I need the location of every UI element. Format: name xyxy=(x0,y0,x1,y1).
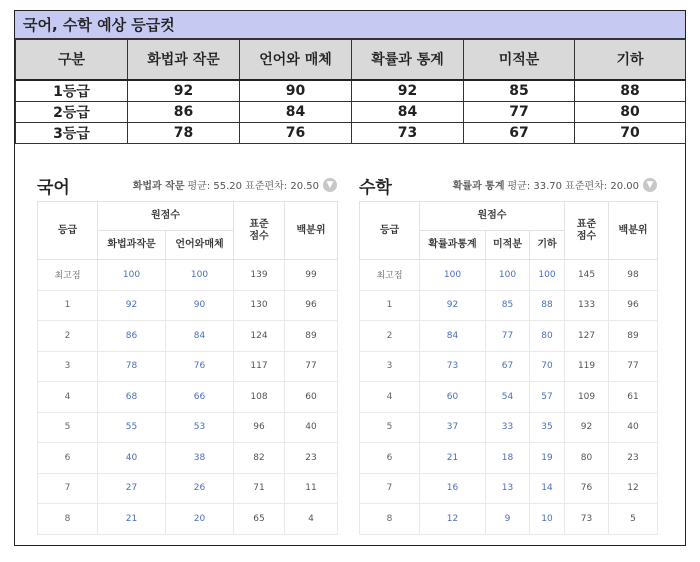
table-cell: 92 xyxy=(128,80,240,102)
std-score-header xyxy=(234,202,285,260)
table-cell: 139 xyxy=(234,260,285,291)
grade-cut-frame xyxy=(14,10,686,546)
raw-score-cell: 40 xyxy=(98,443,166,474)
grade-header-row xyxy=(360,202,658,231)
grade-header: 등급 xyxy=(360,202,420,260)
korean-panel xyxy=(37,173,337,543)
percentile-header: 백분위 xyxy=(285,202,338,260)
table-cell: 108 xyxy=(234,382,285,413)
grade-label: 최고점 xyxy=(38,260,98,291)
cut-header-row xyxy=(16,40,686,80)
grade-label: 4 xyxy=(360,382,420,413)
table-cell: 12 xyxy=(609,473,658,504)
grade-label: 3 xyxy=(38,351,98,382)
grade-label: 1 xyxy=(38,290,98,321)
korean-stats-text: 평균: 55.20 표준편차: 20.50 xyxy=(187,181,319,192)
table-cell: 117 xyxy=(234,351,285,382)
raw-score-cell: 100 xyxy=(486,260,530,291)
table-cell: 1등급 xyxy=(16,80,128,102)
math-title: 수학 xyxy=(359,178,392,198)
korean-stats-subject: 화법과 작문 xyxy=(132,181,185,192)
raw-score-cell: 37 xyxy=(420,412,486,443)
table-cell: 78 xyxy=(128,122,240,143)
table-cell: 145 xyxy=(565,260,609,291)
raw-score-cell: 86 xyxy=(98,321,166,352)
raw-score-cell: 70 xyxy=(530,351,565,382)
raw-score-cell: 68 xyxy=(98,382,166,413)
table-row xyxy=(38,473,338,504)
raw-score-cell: 38 xyxy=(166,443,234,474)
raw-score-cell: 90 xyxy=(166,290,234,321)
raw-score-cell: 92 xyxy=(98,290,166,321)
raw-score-cell: 92 xyxy=(420,290,486,321)
raw-score-cell: 18 xyxy=(486,443,530,474)
grade-label: 8 xyxy=(360,504,420,535)
grade-label: 8 xyxy=(38,504,98,535)
subject-header: 확률과통계 xyxy=(420,231,486,260)
table-cell: 61 xyxy=(609,382,658,413)
table-cell: 89 xyxy=(285,321,338,352)
table-row xyxy=(360,351,658,382)
raw-score-cell: 80 xyxy=(530,321,565,352)
math-panel xyxy=(359,173,657,543)
grade-header: 등급 xyxy=(38,202,98,260)
table-row xyxy=(360,412,658,443)
raw-score-cell: 26 xyxy=(166,473,234,504)
table-cell: 80 xyxy=(565,443,609,474)
raw-score-cell: 57 xyxy=(530,382,565,413)
table-row xyxy=(38,382,338,413)
table-row xyxy=(38,443,338,474)
table-row xyxy=(38,290,338,321)
cut-col-header: 언어와 매체 xyxy=(240,40,352,80)
table-cell: 73 xyxy=(352,122,464,143)
table-cell: 60 xyxy=(285,382,338,413)
raw-score-cell: 100 xyxy=(98,260,166,291)
raw-score-cell: 53 xyxy=(166,412,234,443)
table-cell: 88 xyxy=(575,80,686,102)
table-cell: 5 xyxy=(609,504,658,535)
grade-cut-table xyxy=(15,39,686,144)
table-cell: 76 xyxy=(240,122,352,143)
table-row xyxy=(38,260,338,291)
raw-score-cell: 9 xyxy=(486,504,530,535)
table-cell: 99 xyxy=(285,260,338,291)
subject-header: 미적분 xyxy=(486,231,530,260)
math-stats-selector[interactable] xyxy=(453,177,657,192)
table-cell: 77 xyxy=(464,101,575,122)
raw-score-cell: 10 xyxy=(530,504,565,535)
raw-score-cell: 77 xyxy=(486,321,530,352)
raw-score-cell: 73 xyxy=(420,351,486,382)
raw-score-cell: 100 xyxy=(530,260,565,291)
math-stats-subject: 확률과 통계 xyxy=(452,181,505,192)
table-cell: 84 xyxy=(240,101,352,122)
subject-header: 언어와매체 xyxy=(166,231,234,260)
raw-score-cell: 21 xyxy=(420,443,486,474)
korean-stats-selector[interactable] xyxy=(133,177,337,192)
grade-label: 6 xyxy=(360,443,420,474)
table-cell: 96 xyxy=(234,412,285,443)
table-row xyxy=(38,351,338,382)
raw-score-cell: 60 xyxy=(420,382,486,413)
chevron-down-icon[interactable]: ▼ xyxy=(323,178,337,192)
grade-label: 7 xyxy=(360,473,420,504)
table-cell: 96 xyxy=(609,290,658,321)
std-score-header xyxy=(565,202,609,260)
table-row xyxy=(38,412,338,443)
grade-header-row xyxy=(38,202,338,231)
table-cell: 67 xyxy=(464,122,575,143)
table-cell: 90 xyxy=(240,80,352,102)
table-cell: 127 xyxy=(565,321,609,352)
std-score-header-line2: 점수 xyxy=(249,230,269,242)
raw-score-cell: 16 xyxy=(420,473,486,504)
percentile-header: 백분위 xyxy=(609,202,658,260)
table-row xyxy=(360,260,658,291)
table-cell: 40 xyxy=(285,412,338,443)
raw-score-header: 원점수 xyxy=(420,202,565,231)
grade-label: 5 xyxy=(38,412,98,443)
table-cell: 11 xyxy=(285,473,338,504)
raw-score-cell: 67 xyxy=(486,351,530,382)
table-row xyxy=(360,443,658,474)
raw-score-cell: 54 xyxy=(486,382,530,413)
cut-col-header: 화법과 작문 xyxy=(128,40,240,80)
table-cell: 82 xyxy=(234,443,285,474)
raw-score-cell: 76 xyxy=(166,351,234,382)
table-cell: 80 xyxy=(575,101,686,122)
table-cell: 76 xyxy=(565,473,609,504)
table-cell: 92 xyxy=(565,412,609,443)
table-cell: 119 xyxy=(565,351,609,382)
table-cell: 96 xyxy=(285,290,338,321)
std-score-header-line1: 표준 xyxy=(249,218,269,230)
table-row xyxy=(360,473,658,504)
raw-score-cell: 85 xyxy=(486,290,530,321)
subject-header: 화법과작문 xyxy=(98,231,166,260)
table-row xyxy=(38,504,338,535)
table-row xyxy=(360,382,658,413)
korean-grade-table xyxy=(37,201,338,535)
table-cell: 65 xyxy=(234,504,285,535)
raw-score-cell: 12 xyxy=(420,504,486,535)
math-stats-text: 평균: 33.70 표준편차: 20.00 xyxy=(507,181,639,192)
grade-label: 3 xyxy=(360,351,420,382)
raw-score-cell: 21 xyxy=(98,504,166,535)
table-cell: 85 xyxy=(464,80,575,102)
table-row xyxy=(16,80,686,102)
table-cell: 86 xyxy=(128,101,240,122)
cut-col-header: 확률과 통계 xyxy=(352,40,464,80)
table-row xyxy=(360,504,658,535)
raw-score-cell: 55 xyxy=(98,412,166,443)
math-grade-table xyxy=(359,201,658,535)
table-cell: 73 xyxy=(565,504,609,535)
raw-score-cell: 20 xyxy=(166,504,234,535)
table-cell: 4 xyxy=(285,504,338,535)
table-cell: 92 xyxy=(352,80,464,102)
table-cell: 2등급 xyxy=(16,101,128,122)
raw-score-cell: 66 xyxy=(166,382,234,413)
grade-label: 4 xyxy=(38,382,98,413)
subject-header: 기하 xyxy=(530,231,565,260)
table-cell: 70 xyxy=(575,122,686,143)
grade-label: 1 xyxy=(360,290,420,321)
raw-score-cell: 100 xyxy=(420,260,486,291)
cut-col-header: 미적분 xyxy=(464,40,575,80)
raw-score-cell: 35 xyxy=(530,412,565,443)
table-row xyxy=(16,122,686,143)
raw-score-cell: 13 xyxy=(486,473,530,504)
raw-score-cell: 14 xyxy=(530,473,565,504)
grade-label: 2 xyxy=(38,321,98,352)
table-cell: 71 xyxy=(234,473,285,504)
grade-label: 6 xyxy=(38,443,98,474)
raw-score-cell: 78 xyxy=(98,351,166,382)
grade-label: 최고점 xyxy=(360,260,420,291)
korean-title: 국어 xyxy=(37,178,70,198)
cut-col-header: 구분 xyxy=(16,40,128,80)
page-title: 국어, 수학 예상 등급컷 xyxy=(15,11,685,39)
raw-score-cell: 100 xyxy=(166,260,234,291)
table-row xyxy=(360,290,658,321)
raw-score-cell: 33 xyxy=(486,412,530,443)
table-row xyxy=(360,321,658,352)
grade-label: 7 xyxy=(38,473,98,504)
table-cell: 98 xyxy=(609,260,658,291)
table-cell: 77 xyxy=(609,351,658,382)
table-cell: 124 xyxy=(234,321,285,352)
raw-score-cell: 27 xyxy=(98,473,166,504)
grade-label: 5 xyxy=(360,412,420,443)
table-cell: 40 xyxy=(609,412,658,443)
raw-score-header: 원점수 xyxy=(98,202,234,231)
table-cell: 3등급 xyxy=(16,122,128,143)
table-row xyxy=(38,321,338,352)
raw-score-cell: 19 xyxy=(530,443,565,474)
table-cell: 133 xyxy=(565,290,609,321)
raw-score-cell: 84 xyxy=(166,321,234,352)
raw-score-cell: 84 xyxy=(420,321,486,352)
table-cell: 109 xyxy=(565,382,609,413)
grade-label: 2 xyxy=(360,321,420,352)
table-row xyxy=(16,101,686,122)
table-cell: 23 xyxy=(609,443,658,474)
std-score-header-line1: 표준 xyxy=(576,218,597,230)
raw-score-cell: 88 xyxy=(530,290,565,321)
table-cell: 130 xyxy=(234,290,285,321)
table-cell: 77 xyxy=(285,351,338,382)
std-score-header-line2: 점수 xyxy=(576,230,597,242)
cut-col-header: 기하 xyxy=(575,40,686,80)
table-cell: 23 xyxy=(285,443,338,474)
table-cell: 84 xyxy=(352,101,464,122)
chevron-down-icon[interactable]: ▼ xyxy=(643,178,657,192)
table-cell: 89 xyxy=(609,321,658,352)
